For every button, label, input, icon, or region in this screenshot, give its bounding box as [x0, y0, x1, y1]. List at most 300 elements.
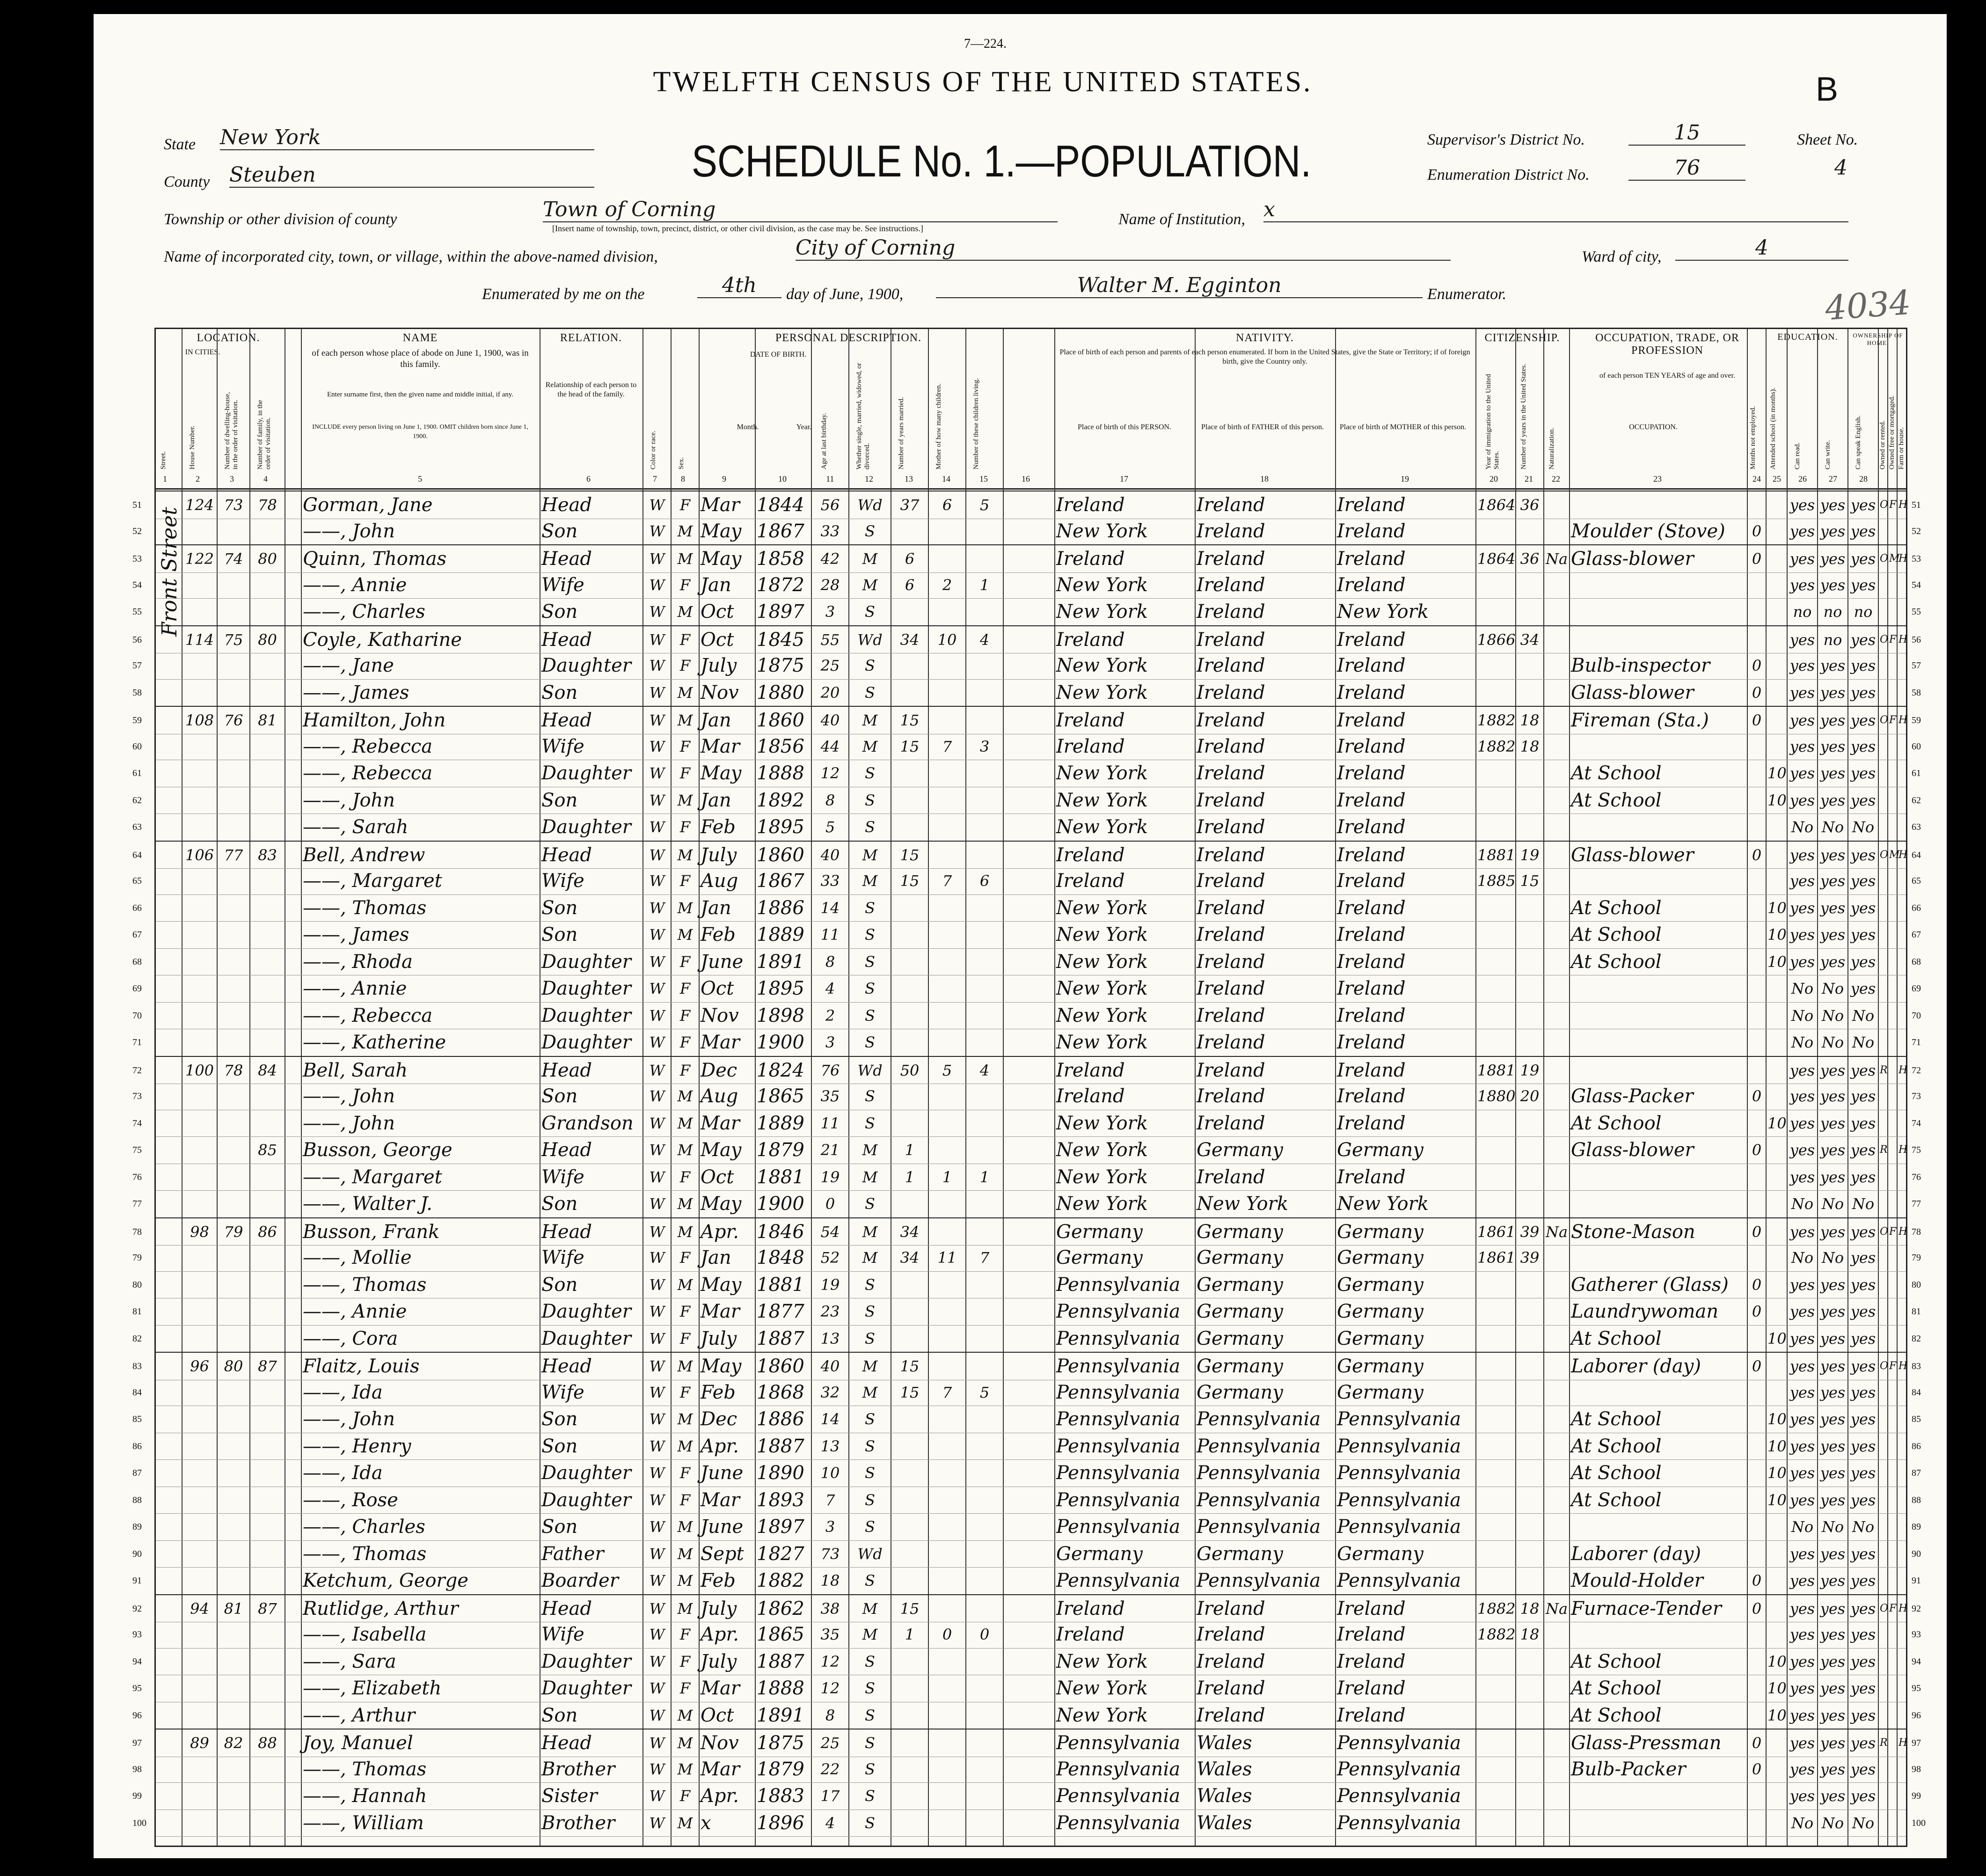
cell-bm: Ireland — [1337, 870, 1406, 892]
cell-marital: M — [862, 576, 878, 594]
cell-write: yes — [1820, 1087, 1846, 1105]
column-number: 1 — [163, 474, 167, 484]
table-row — [132, 1729, 1921, 1757]
table-row — [132, 1110, 1921, 1137]
line-number: 81 — [1912, 1306, 1921, 1317]
cell-bp: New York — [1056, 816, 1148, 838]
state-label: State — [164, 136, 196, 153]
cell-relation: Wife — [541, 1247, 584, 1268]
cell-bm: Pennsylvania — [1337, 1462, 1461, 1484]
cell-mother: 11 — [937, 1249, 957, 1267]
line-number: 99 — [132, 1791, 142, 1801]
line-number: 94 — [1912, 1656, 1921, 1667]
line-number: 63 — [132, 822, 142, 832]
cell-read: No — [1791, 1518, 1814, 1536]
cell-mne: 0 — [1752, 1599, 1762, 1618]
cell-name: ——, Ida — [303, 1462, 383, 1484]
cell-dwelling: 74 — [224, 550, 243, 568]
cell-age: 42 — [820, 550, 840, 568]
cell-color: W — [649, 550, 665, 568]
line-number: 90 — [132, 1548, 142, 1559]
cell-age: 20 — [820, 683, 840, 702]
line-number: 96 — [1912, 1710, 1921, 1721]
cell-bf: Wales — [1197, 1758, 1252, 1780]
column-heading: Can write. — [1824, 440, 1832, 469]
cell-marital: S — [865, 1760, 875, 1778]
cell-age: 33 — [820, 522, 840, 540]
cell-marital: M — [862, 711, 878, 729]
cell-color: W — [649, 899, 665, 917]
cell-write: yes — [1820, 1114, 1846, 1132]
cell-speak: yes — [1850, 1652, 1876, 1671]
table-row — [132, 544, 1921, 573]
cell-att: 10 — [1767, 1437, 1787, 1455]
cell-month: x — [701, 1812, 711, 1834]
cell-read: No — [1791, 1033, 1814, 1051]
cell-occ: At School — [1571, 1678, 1662, 1699]
table-row — [132, 1056, 1921, 1085]
line-number: 66 — [1912, 902, 1921, 913]
cell-ym: 34 — [900, 1249, 920, 1267]
cell-occ: At School — [1571, 951, 1662, 973]
cell-bp: Pennsylvania — [1056, 1489, 1181, 1511]
line-number: 67 — [1912, 930, 1921, 940]
table-row — [132, 1325, 1921, 1353]
cell-year: 1860 — [757, 844, 804, 866]
cell-relation: Head — [541, 1356, 592, 1377]
line-number: 68 — [132, 956, 142, 967]
cell-relation: Head — [541, 1139, 592, 1161]
cell-bf: Germany — [1197, 1543, 1283, 1565]
cell-bf: Ireland — [1197, 629, 1265, 651]
cell-sex: F — [679, 1464, 691, 1482]
table-row — [132, 1513, 1921, 1541]
line-number: 71 — [132, 1037, 142, 1048]
cell-bf: Germany — [1197, 1327, 1283, 1349]
cell-imm: 1880 — [1477, 1087, 1516, 1105]
cell-bm: Pennsylvania — [1337, 1785, 1461, 1807]
cell-write: no — [1823, 603, 1842, 621]
cell-occ: At School — [1571, 1650, 1662, 1672]
cell-year: 1860 — [757, 1356, 804, 1377]
cell-relation: Daughter — [541, 1032, 631, 1053]
cell-write: yes — [1820, 522, 1846, 540]
cell-read: yes — [1789, 1679, 1815, 1697]
cell-marital: M — [862, 1383, 878, 1401]
cell-yrs: 18 — [1520, 1626, 1540, 1643]
cell-name: ——, Charles — [303, 1516, 425, 1538]
cell-name: ——, Charles — [303, 601, 425, 623]
cell-speak: yes — [1850, 1572, 1876, 1590]
cell-color: W — [649, 1787, 665, 1805]
cell-relation: Wife — [541, 1624, 584, 1645]
cell-mne: 0 — [1752, 1357, 1762, 1375]
column-number: 9 — [722, 474, 726, 484]
cell-write: No — [1821, 1518, 1844, 1536]
group-name: NAME — [402, 332, 438, 344]
cell-bp: Pennsylvania — [1056, 1516, 1181, 1538]
cell-age: 44 — [820, 737, 840, 755]
cell-month: July — [701, 844, 737, 866]
cell-house: 94 — [190, 1599, 209, 1618]
cell-write: yes — [1820, 1410, 1846, 1428]
table-row — [132, 706, 1921, 734]
table-row — [132, 867, 1921, 895]
cell-name: ——, John — [303, 1408, 395, 1430]
cell-age: 14 — [820, 899, 840, 917]
cell-age: 11 — [820, 926, 840, 944]
cell-living: 4 — [979, 1061, 990, 1079]
cell-bp: Ireland — [1056, 870, 1125, 892]
cell-sex: F — [679, 630, 691, 649]
cell-age: 28 — [820, 576, 840, 594]
cell-age: 21 — [820, 1141, 840, 1159]
cell-farm: H — [1898, 1602, 1908, 1614]
cell-nat: Na — [1545, 1223, 1568, 1241]
birth-mother-label: Place of birth of MOTHER of this person. — [1339, 423, 1467, 431]
cell-write: no — [1823, 630, 1842, 649]
table-row — [132, 1433, 1921, 1460]
cell-mne: 0 — [1752, 657, 1762, 674]
cell-ym: 15 — [900, 737, 920, 755]
cell-mne: 0 — [1752, 1141, 1762, 1159]
cell-bp: New York — [1056, 1678, 1148, 1699]
cell-speak: yes — [1850, 872, 1876, 890]
cell-bf: Ireland — [1197, 1598, 1265, 1620]
cell-age: 5 — [825, 818, 835, 836]
line-number: 89 — [1912, 1522, 1921, 1532]
cell-speak: No — [1852, 1195, 1875, 1213]
cell-sex: F — [679, 764, 691, 782]
cell-year: 1858 — [757, 548, 804, 570]
cell-marital: Wd — [857, 1061, 883, 1079]
cell-bm: Ireland — [1337, 1004, 1406, 1026]
cell-occ: At School — [1571, 762, 1662, 784]
cell-age: 25 — [820, 1734, 840, 1752]
cell-color: W — [649, 1249, 665, 1267]
cell-bf: Pennsylvania — [1197, 1489, 1321, 1511]
cell-age: 52 — [820, 1249, 840, 1267]
cell-write: yes — [1820, 1679, 1846, 1697]
cell-name: Coyle, Katharine — [303, 629, 462, 651]
cell-read: yes — [1789, 1087, 1815, 1105]
line-number: 69 — [132, 983, 142, 994]
cell-year: 1824 — [757, 1059, 804, 1081]
cell-write: No — [1821, 1249, 1844, 1267]
cell-sex: M — [677, 603, 693, 621]
cell-read: yes — [1789, 1357, 1815, 1375]
cell-year: 1897 — [757, 1516, 804, 1538]
cell-name: ——, John — [303, 789, 395, 811]
cell-age: 12 — [820, 764, 840, 782]
cell-age: 35 — [820, 1087, 840, 1105]
cell-relation: Head — [541, 1059, 592, 1081]
cell-bm: Germany — [1337, 1139, 1424, 1161]
cell-age: 8 — [825, 953, 835, 971]
table-row — [132, 1756, 1921, 1783]
sheet-letter: B — [1816, 71, 1839, 108]
line-number: 98 — [132, 1764, 142, 1774]
cell-mne: 0 — [1752, 846, 1762, 864]
cell-speak: yes — [1850, 980, 1876, 997]
cell-write: yes — [1820, 1275, 1846, 1294]
township-note: [Insert name of township, town, precinct, district, or other civil division, as the case may be. See instructions.] — [552, 224, 923, 233]
cell-bf: Ireland — [1197, 816, 1265, 838]
cell-speak: yes — [1850, 1275, 1876, 1294]
cell-color: W — [649, 1679, 665, 1697]
schedule-title: SCHEDULE No. 1.—POPULATION. — [691, 136, 1312, 186]
cell-write: yes — [1820, 1491, 1846, 1509]
cell-bp: Ireland — [1056, 735, 1125, 757]
table-row — [132, 1029, 1921, 1056]
cell-sex: F — [679, 1491, 691, 1509]
cell-sex: F — [679, 737, 691, 755]
cell-age: 32 — [820, 1383, 840, 1401]
cell-year: 1845 — [757, 629, 804, 651]
cell-color: W — [649, 1061, 665, 1079]
cell-year: 1879 — [757, 1139, 804, 1161]
cell-own: R — [1880, 1144, 1888, 1156]
cell-age: 4 — [825, 1814, 835, 1832]
cell-sex: F — [679, 1006, 691, 1025]
cell-marital: S — [865, 1652, 875, 1671]
cell-relation: Daughter — [541, 1004, 631, 1026]
cell-own: O — [1880, 849, 1889, 861]
cell-color: W — [649, 1464, 665, 1482]
cell-family: 80 — [258, 550, 277, 568]
cell-occ: At School — [1571, 897, 1662, 919]
cell-year: 1862 — [757, 1598, 804, 1620]
cell-color: W — [649, 980, 665, 997]
cell-marital: S — [865, 1033, 875, 1051]
cell-bm: Pennsylvania — [1337, 1489, 1461, 1511]
cell-sex: M — [677, 791, 693, 809]
line-number: 95 — [132, 1683, 142, 1693]
cell-ym: 15 — [900, 1599, 920, 1618]
line-number: 64 — [132, 850, 142, 860]
line-number: 91 — [1912, 1576, 1921, 1586]
cell-relation: Son — [541, 897, 578, 919]
cell-year: 1896 — [757, 1812, 804, 1834]
street-name: Front Street — [158, 507, 182, 637]
cell-occ: Stone-Mason — [1571, 1221, 1695, 1243]
cell-bm: Ireland — [1337, 1624, 1406, 1645]
cell-house: 122 — [185, 550, 214, 568]
county-label: County — [164, 173, 210, 191]
city-label: Name of incorporated city, town, or village, within the above-named division, — [164, 248, 658, 265]
cell-occ: Glass-blower — [1571, 548, 1694, 570]
cell-read: yes — [1789, 846, 1815, 864]
cell-speak: yes — [1850, 1303, 1876, 1320]
cell-age: 33 — [820, 872, 840, 890]
cell-occ: At School — [1571, 1704, 1662, 1726]
cell-color: W — [649, 1275, 665, 1294]
cell-name: Hamilton, John — [303, 710, 446, 731]
line-number: 59 — [132, 715, 142, 725]
cell-year: 1868 — [757, 1381, 804, 1403]
cell-read: yes — [1789, 711, 1815, 729]
cell-sex: M — [677, 1114, 693, 1132]
cell-month: Nov — [701, 1004, 739, 1026]
cell-age: 3 — [825, 1033, 835, 1051]
cell-name: Bell, Andrew — [303, 844, 425, 866]
table-row — [132, 1621, 1921, 1649]
cell-month: Dec — [701, 1408, 737, 1430]
cell-sex: M — [677, 1545, 693, 1563]
cell-color: W — [649, 1734, 665, 1752]
cell-marital: S — [865, 899, 875, 917]
cell-speak: no — [1854, 603, 1873, 621]
line-number: 78 — [1912, 1226, 1921, 1237]
cell-read: yes — [1789, 1787, 1815, 1805]
cell-age: 73 — [820, 1545, 840, 1563]
cell-bp: New York — [1056, 520, 1148, 542]
cell-occ: Laborer (day) — [1571, 1356, 1701, 1377]
cell-att: 10 — [1767, 1706, 1787, 1724]
cell-bp: New York — [1056, 682, 1148, 704]
cell-age: 7 — [825, 1491, 835, 1509]
table-row — [132, 625, 1921, 654]
cell-write: yes — [1820, 1464, 1846, 1482]
cell-age: 40 — [820, 1357, 840, 1375]
cell-color: W — [649, 1114, 665, 1132]
cell-bm: Ireland — [1337, 1166, 1406, 1188]
cell-read: yes — [1789, 1383, 1815, 1401]
cell-att: 10 — [1767, 926, 1787, 944]
cell-relation: Head — [541, 1221, 592, 1243]
cell-name: ——, Hannah — [303, 1785, 427, 1807]
cell-bp: New York — [1056, 601, 1148, 623]
cell-read: yes — [1789, 926, 1815, 944]
cell-month: Apr. — [701, 1435, 739, 1457]
cell-occ: Glass-blower — [1571, 682, 1694, 704]
cell-relation: Daughter — [541, 1489, 631, 1511]
cell-occ: Laundrywoman — [1571, 1301, 1719, 1322]
cell-sex: M — [677, 1706, 693, 1724]
cell-bp: Germany — [1056, 1247, 1143, 1268]
cell-read: yes — [1789, 1303, 1815, 1320]
cell-month: Oct — [701, 1704, 734, 1726]
cell-bm: Ireland — [1337, 520, 1406, 542]
line-number: 54 — [1912, 579, 1921, 590]
cell-yrs: 39 — [1520, 1223, 1540, 1241]
cell-bp: Ireland — [1056, 1624, 1125, 1645]
cell-age: 35 — [820, 1626, 840, 1643]
cell-read: yes — [1789, 1275, 1815, 1294]
table-row — [132, 1540, 1921, 1568]
cell-color: W — [649, 1491, 665, 1509]
cell-bf: Ireland — [1197, 520, 1265, 542]
cell-write: yes — [1820, 1626, 1846, 1643]
cell-yrs: 34 — [1520, 630, 1540, 649]
cell-name: ——, Rhoda — [303, 951, 413, 973]
line-number: 53 — [132, 554, 142, 564]
cell-occ: Glass-blower — [1571, 844, 1694, 866]
cell-speak: yes — [1850, 899, 1876, 917]
city-value: City of Corning — [796, 236, 1451, 261]
cell-free: F — [1889, 1360, 1897, 1372]
line-number: 74 — [1912, 1118, 1921, 1129]
cell-read: yes — [1789, 1168, 1815, 1186]
cell-bf: Ireland — [1197, 978, 1265, 999]
cell-mother: 5 — [942, 1061, 952, 1079]
cell-color: W — [649, 764, 665, 782]
cell-mother: 0 — [942, 1626, 952, 1643]
table-row — [132, 679, 1921, 707]
cell-year: 1895 — [757, 978, 804, 999]
column-heading: Number of family, in the order of visitation. — [256, 400, 272, 469]
cell-sex: F — [679, 1061, 691, 1079]
cell-speak: No — [1852, 818, 1875, 836]
cell-age: 40 — [820, 846, 840, 864]
cell-month: May — [701, 548, 742, 570]
cell-color: W — [649, 1329, 665, 1348]
cell-bp: New York — [1056, 951, 1148, 973]
cell-speak: yes — [1850, 1141, 1876, 1159]
birth-father-label: Place of birth of FATHER of this person. — [1201, 423, 1324, 431]
cell-write: yes — [1820, 1706, 1846, 1724]
cell-relation: Head — [541, 844, 592, 866]
cell-bp: New York — [1056, 1032, 1148, 1053]
cell-speak: yes — [1850, 1464, 1876, 1482]
line-number: 72 — [132, 1065, 142, 1076]
column-heading: Can speak English. — [1855, 415, 1862, 469]
cell-bp: Ireland — [1056, 548, 1125, 570]
column-number: 16 — [1022, 474, 1030, 484]
cell-att: 10 — [1767, 1114, 1787, 1132]
line-number: 74 — [132, 1118, 142, 1129]
cell-yrs: 20 — [1520, 1087, 1540, 1105]
cell-att: 10 — [1767, 1652, 1787, 1671]
cell-imm: 1882 — [1477, 737, 1516, 755]
column-number: 25 — [1773, 474, 1781, 484]
cell-relation: Daughter — [541, 655, 631, 676]
cell-month: Mar — [701, 1032, 740, 1053]
line-number: 73 — [132, 1091, 142, 1101]
cell-mne: 0 — [1752, 1275, 1762, 1294]
cell-yrs: 36 — [1520, 550, 1540, 568]
cell-month: Jan — [701, 574, 731, 596]
cell-imm: 1881 — [1477, 1061, 1516, 1079]
cell-speak: yes — [1850, 1437, 1876, 1455]
cell-month: June — [701, 1462, 744, 1484]
cell-own: O — [1880, 1360, 1889, 1372]
line-number: 97 — [132, 1738, 142, 1748]
date-of-birth-label: DATE OF BIRTH. — [750, 351, 807, 359]
cell-sex: M — [677, 683, 693, 702]
cell-marital: M — [862, 550, 878, 568]
column-heading: Number of dwelling-house, in the order of visitation. — [224, 392, 239, 469]
cell-marital: S — [865, 1706, 875, 1724]
cell-name: ——, James — [303, 682, 409, 704]
cell-bp: Ireland — [1056, 629, 1125, 651]
cell-color: W — [649, 1168, 665, 1186]
cell-sex: F — [679, 872, 691, 890]
cell-year: 1877 — [757, 1301, 804, 1322]
column-heading: Year of immigration to the United States. — [1485, 374, 1500, 469]
column-number: 14 — [942, 474, 950, 484]
cell-read: yes — [1789, 791, 1815, 809]
line-number: 80 — [132, 1279, 142, 1290]
column-heading: Owned free or mortgaged. — [1888, 395, 1896, 469]
cell-name: ——, Thomas — [303, 897, 427, 919]
cell-marital: M — [862, 1168, 878, 1186]
column-heading: Age at last birthday. — [820, 413, 828, 469]
column-number: 12 — [865, 474, 873, 484]
table-row — [132, 1002, 1921, 1030]
name-desc: of each person whose place of abode on June 1, 1900, was in this family. — [312, 348, 529, 369]
cell-name: ——, Cora — [303, 1327, 398, 1349]
